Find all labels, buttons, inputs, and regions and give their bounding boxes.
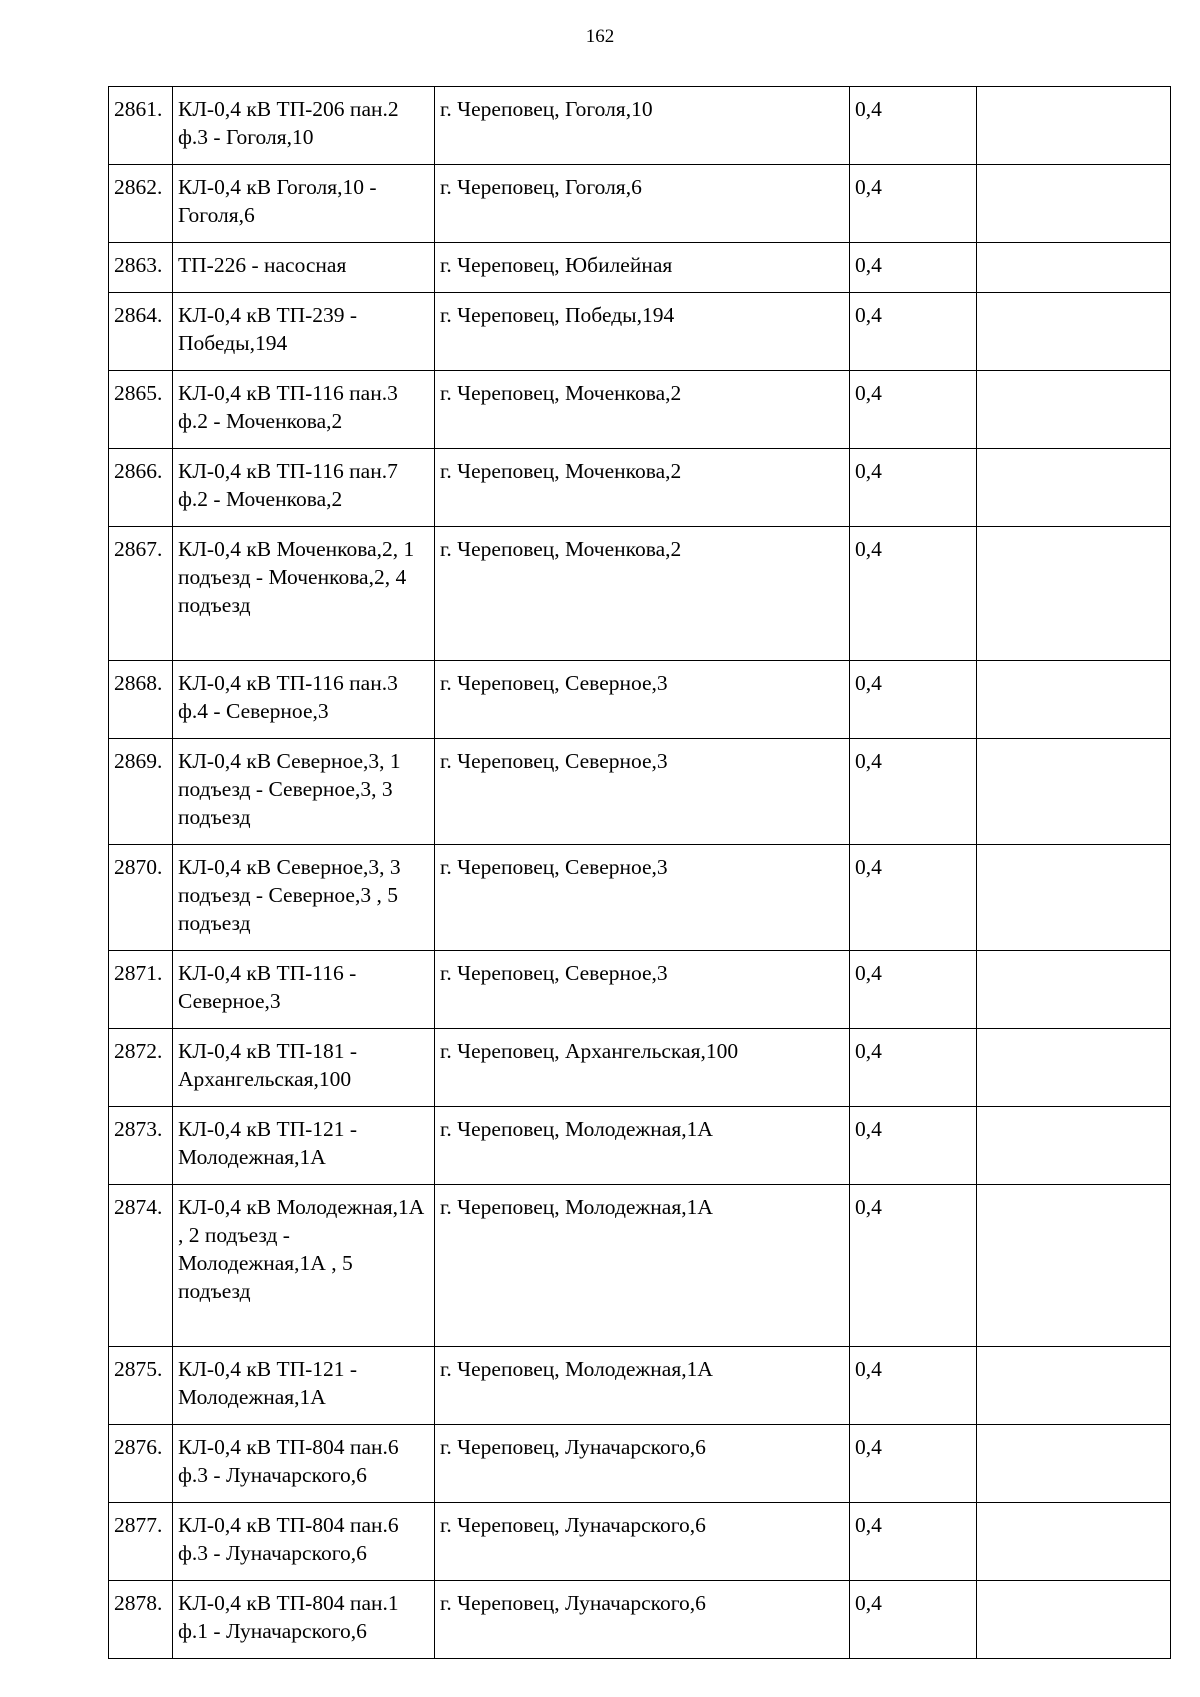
voltage-cell: 0,4 [850, 1347, 977, 1425]
extra-cell [977, 1107, 1171, 1185]
cable-line-name-cell: КЛ-0,4 кВ ТП-116 - Северное,3 [173, 951, 435, 1029]
address-cell: г. Череповец, Моченкова,2 [435, 449, 850, 527]
row-number-cell: 2876. [109, 1425, 173, 1503]
cable-line-name-cell: КЛ-0,4 кВ ТП-804 пан.6 ф.3 - Луначарского,6 [173, 1503, 435, 1581]
extra-cell [977, 739, 1171, 845]
cable-line-name-cell: КЛ-0,4 кВ ТП-121 - Молодежная,1А [173, 1107, 435, 1185]
row-number-cell: 2871. [109, 951, 173, 1029]
table-row [109, 165, 1171, 243]
cable-line-name-cell: КЛ-0,4 кВ ТП-804 пан.6 ф.3 - Луначарского,6 [173, 1425, 435, 1503]
extra-cell [977, 661, 1171, 739]
cable-line-name-cell: КЛ-0,4 кВ Северное,3, 3 подъезд - Северное,3 , 5 подъезд [173, 845, 435, 951]
extra-cell [977, 527, 1171, 661]
address-cell: г. Череповец, Луначарского,6 [435, 1581, 850, 1659]
address-cell: г. Череповец, Молодежная,1А [435, 1107, 850, 1185]
table-row [109, 739, 1171, 845]
voltage-cell: 0,4 [850, 371, 977, 449]
address-cell: г. Череповец, Северное,3 [435, 951, 850, 1029]
voltage-cell: 0,4 [850, 527, 977, 661]
voltage-cell: 0,4 [850, 1185, 977, 1347]
row-number-cell: 2865. [109, 371, 173, 449]
table-row [109, 1347, 1171, 1425]
address-cell: г. Череповец, Победы,194 [435, 293, 850, 371]
voltage-cell: 0,4 [850, 1425, 977, 1503]
voltage-cell: 0,4 [850, 739, 977, 845]
extra-cell [977, 371, 1171, 449]
table-row [109, 293, 1171, 371]
address-cell: г. Череповец, Архангельская,100 [435, 1029, 850, 1107]
row-number-cell: 2870. [109, 845, 173, 951]
table-row [109, 1107, 1171, 1185]
voltage-cell: 0,4 [850, 87, 977, 165]
address-cell: г. Череповец, Луначарского,6 [435, 1503, 850, 1581]
extra-cell [977, 1581, 1171, 1659]
voltage-cell: 0,4 [850, 845, 977, 951]
address-cell: г. Череповец, Северное,3 [435, 845, 850, 951]
voltage-cell: 0,4 [850, 1107, 977, 1185]
register-body [109, 87, 1171, 1659]
voltage-cell: 0,4 [850, 1503, 977, 1581]
address-cell: г. Череповец, Моченкова,2 [435, 371, 850, 449]
table-row [109, 1029, 1171, 1107]
extra-cell [977, 951, 1171, 1029]
extra-cell [977, 449, 1171, 527]
cable-line-name-cell: КЛ-0,4 кВ ТП-116 пан.3 ф.2 - Моченкова,2 [173, 371, 435, 449]
table-row [109, 1185, 1171, 1347]
voltage-cell: 0,4 [850, 661, 977, 739]
cable-line-name-cell: КЛ-0,4 кВ ТП-121 - Молодежная,1А [173, 1347, 435, 1425]
table-row [109, 661, 1171, 739]
row-number-cell: 2863. [109, 243, 173, 293]
voltage-cell: 0,4 [850, 449, 977, 527]
row-number-cell: 2878. [109, 1581, 173, 1659]
extra-cell [977, 1185, 1171, 1347]
cable-line-name-cell: КЛ-0,4 кВ ТП-181 - Архангельская,100 [173, 1029, 435, 1107]
voltage-cell: 0,4 [850, 243, 977, 293]
voltage-cell: 0,4 [850, 165, 977, 243]
row-number-cell: 2869. [109, 739, 173, 845]
table-row [109, 1581, 1171, 1659]
table-row [109, 371, 1171, 449]
cable-line-name-cell: КЛ-0,4 кВ ТП-116 пан.7 ф.2 - Моченкова,2 [173, 449, 435, 527]
address-cell: г. Череповец, Луначарского,6 [435, 1425, 850, 1503]
cable-line-name-cell: КЛ-0,4 кВ ТП-804 пан.1 ф.1 - Луначарского,6 [173, 1581, 435, 1659]
cable-line-register-table [108, 86, 1171, 1659]
table-row [109, 527, 1171, 661]
cable-line-name-cell: КЛ-0,4 кВ ТП-116 пан.3 ф.4 - Северное,3 [173, 661, 435, 739]
row-number-cell: 2868. [109, 661, 173, 739]
page-number: 162 [585, 26, 615, 47]
address-cell: г. Череповец, Юбилейная [435, 243, 850, 293]
row-number-cell: 2873. [109, 1107, 173, 1185]
cable-line-name-cell: ТП-226 - насосная [173, 243, 435, 293]
extra-cell [977, 1029, 1171, 1107]
table-row [109, 951, 1171, 1029]
address-cell: г. Череповец, Северное,3 [435, 661, 850, 739]
row-number-cell: 2874. [109, 1185, 173, 1347]
row-number-cell: 2867. [109, 527, 173, 661]
table-row [109, 87, 1171, 165]
extra-cell [977, 845, 1171, 951]
address-cell: г. Череповец, Гоголя,10 [435, 87, 850, 165]
voltage-cell: 0,4 [850, 1029, 977, 1107]
table-row [109, 1503, 1171, 1581]
table-row [109, 243, 1171, 293]
cable-line-name-cell: КЛ-0,4 кВ Моченкова,2, 1 подъезд - Моченкова,2, 4 подъезд [173, 527, 435, 661]
row-number-cell: 2875. [109, 1347, 173, 1425]
cable-line-name-cell: КЛ-0,4 кВ ТП-206 пан.2 ф.3 - Гоголя,10 [173, 87, 435, 165]
row-number-cell: 2861. [109, 87, 173, 165]
cable-line-name-cell: КЛ-0,4 кВ Северное,3, 1 подъезд - Северное,3, 3 подъезд [173, 739, 435, 845]
table-row [109, 845, 1171, 951]
address-cell: г. Череповец, Моченкова,2 [435, 527, 850, 661]
extra-cell [977, 87, 1171, 165]
extra-cell [977, 1347, 1171, 1425]
table-row [109, 1425, 1171, 1503]
extra-cell [977, 243, 1171, 293]
voltage-cell: 0,4 [850, 293, 977, 371]
extra-cell [977, 1503, 1171, 1581]
row-number-cell: 2866. [109, 449, 173, 527]
address-cell: г. Череповец, Молодежная,1А [435, 1347, 850, 1425]
voltage-cell: 0,4 [850, 951, 977, 1029]
extra-cell [977, 1425, 1171, 1503]
address-cell: г. Череповец, Гоголя,6 [435, 165, 850, 243]
extra-cell [977, 165, 1171, 243]
row-number-cell: 2872. [109, 1029, 173, 1107]
row-number-cell: 2862. [109, 165, 173, 243]
cable-line-name-cell: КЛ-0,4 кВ Молодежная,1А , 2 подъезд - Молодежная,1А , 5 подъезд [173, 1185, 435, 1347]
address-cell: г. Череповец, Северное,3 [435, 739, 850, 845]
cable-line-name-cell: КЛ-0,4 кВ Гоголя,10 - Гоголя,6 [173, 165, 435, 243]
table-row [109, 449, 1171, 527]
cable-line-name-cell: КЛ-0,4 кВ ТП-239 - Победы,194 [173, 293, 435, 371]
voltage-cell: 0,4 [850, 1581, 977, 1659]
extra-cell [977, 293, 1171, 371]
address-cell: г. Череповец, Молодежная,1А [435, 1185, 850, 1347]
row-number-cell: 2877. [109, 1503, 173, 1581]
row-number-cell: 2864. [109, 293, 173, 371]
